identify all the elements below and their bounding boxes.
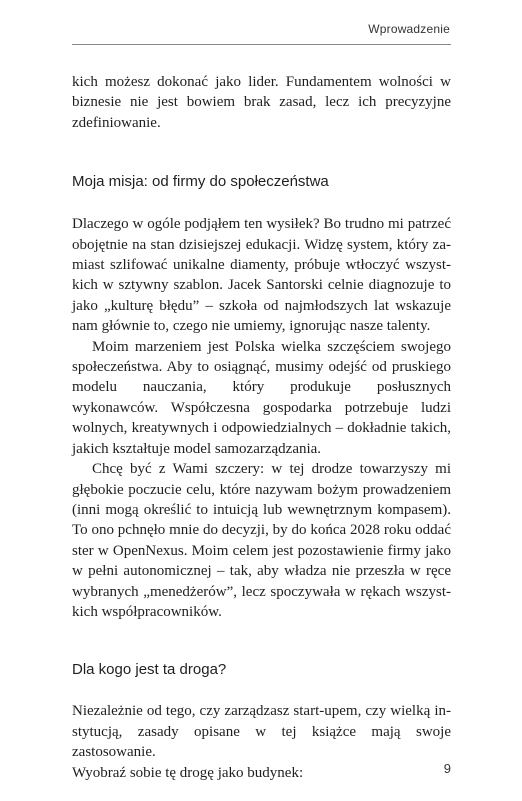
- intro-paragraph: kich możesz dokonać jako lider. Fundamentem wolności w biznesie nie jest bowiem brak zasad, lecz ich precyzyjne zdefiniowanie.: [72, 74, 451, 131]
- paragraph: Dlaczego w ogóle podjąłem ten wysiłek? Bo trudno mi patrzeć obojętnie na stan dzisiejszej edukacji. Widzę system, który zamiast szlifować unikalne diamenty, próbuje wtłoczyć wszystkich w sztywny szablon. Jacek Santorski celnie diagnozuje to jako „kulturę błędu” – szkoła od najmłodszych lat wskazuje nam głównie to, czego nie umiemy, ignorując nasze talenty.: [72, 216, 451, 335]
- running-header: Wprowadzenie: [368, 22, 450, 36]
- paragraph: Niezależnie od tego, czy zarządzasz start-upem, czy wielką instytucją, zasady opisane w tej książce mają swoje zastosowanie.: [72, 703, 451, 761]
- page-body: [72, 72, 451, 783]
- section-heading-mission: Moja misja: od firmy do społeczeństwa: [72, 173, 329, 191]
- paragraph: Wyobraź sobie tę drogę jako budynek:: [72, 764, 304, 781]
- section-heading-audience: Dla kogo jest ta droga?: [72, 661, 227, 679]
- page-number: 9: [443, 761, 451, 776]
- paragraph: Moim marzeniem jest Polska wielka szczęściem swojego społeczeństwa. Aby to osiągnąć, musimy odejść od pruskiego modelu nauczania, który produkuje posłusznych wykonawców. Współczesna gospodarka potrzebuje ludzi wolnych, kreatywnych i odpowiedzialnych – dokładnie takich, jakich kształtuje model samozarządzania.: [72, 338, 451, 457]
- paragraph: Chcę być z Wami szczery: w tej drodze towarzyszy mi głębokie poczucie celu, które nazywam bożym prowadzeniem (inni mogą określić to intuicją lub wewnętrznym kompasem). To ono pchnęło mnie do decyzji, by do końca 2028 roku oddać ster w OpenNexus. Moim celem jest pozostawienie firmy jako w pełni autonomicznej – tak, aby władza nie przeszła w ręce wybranych „menedżerów”, lecz spoczywała w rękach wszystkich współpracowników.: [72, 461, 451, 620]
- header-rule: [72, 44, 451, 45]
